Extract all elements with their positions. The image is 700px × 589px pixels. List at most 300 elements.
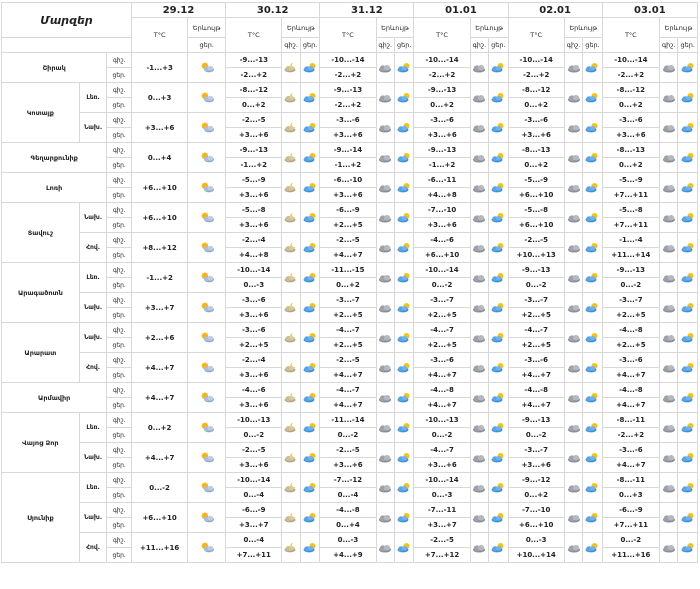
temp-cell: +4...+8	[226, 248, 282, 263]
cloudy-icon	[377, 182, 393, 193]
weather-cell	[188, 83, 226, 113]
temp-cell: +3...+6	[226, 368, 282, 383]
temp-cell: +6...+10	[131, 203, 187, 233]
temp-cell: -5...-9	[602, 173, 659, 188]
sunny-cloud-icon	[680, 482, 696, 493]
temp-cell: +3...+6	[226, 458, 282, 473]
sun-cloud-icon	[199, 392, 215, 403]
cloudy-icon	[661, 182, 677, 193]
date-header: 03.01	[602, 3, 697, 18]
partly-cloudy-moon-icon	[283, 62, 299, 73]
temp-cell: -1...+2	[131, 263, 187, 293]
weather-night-cell	[282, 113, 300, 143]
weather-night-cell	[282, 323, 300, 353]
sun-cloud-icon	[199, 452, 215, 463]
temp-cell: -2...-5	[414, 533, 470, 548]
sunny-cloud-icon	[680, 332, 696, 343]
weather-day-cell	[583, 293, 602, 323]
weather-day-cell	[678, 533, 698, 563]
sunny-cloud-icon	[396, 362, 412, 373]
weather-header: Երևույթ	[564, 18, 602, 38]
time-of-day: գիշ.	[107, 323, 132, 338]
weather-day-cell	[489, 83, 508, 113]
day-subheader: ցեր.	[489, 38, 508, 53]
temp-cell: 0...-2	[414, 428, 470, 443]
weather-night-cell	[564, 503, 582, 533]
temp-cell: 0...-4	[226, 488, 282, 503]
time-of-day: գիշ.	[107, 83, 132, 98]
temp-cell: -9...-13	[508, 413, 564, 428]
temp-cell: -4...-7	[320, 323, 376, 338]
date-header: 31.12	[320, 3, 414, 18]
partly-cloudy-moon-icon	[283, 512, 299, 523]
temp-cell: 0...+2	[131, 413, 187, 443]
weather-day-cell	[678, 443, 698, 473]
weather-day-cell	[394, 323, 413, 353]
temp-cell: -9...-13	[508, 263, 564, 278]
sunny-cloud-icon	[302, 272, 318, 283]
weather-night-cell	[282, 293, 300, 323]
weather-night-cell	[376, 503, 394, 533]
day-subheader: ցեր.	[300, 38, 319, 53]
weather-night-cell	[659, 323, 677, 353]
temp-cell: +4...+7	[320, 248, 376, 263]
sunny-cloud-icon	[396, 152, 412, 163]
temp-cell: -4...-8	[320, 503, 376, 518]
sunny-cloud-icon	[490, 422, 506, 433]
cloudy-icon	[661, 152, 677, 163]
cloudy-icon	[377, 452, 393, 463]
weather-header: Երևույթ	[282, 18, 320, 38]
weather-night-cell	[376, 533, 394, 563]
temp-cell: -9...-13	[414, 83, 470, 98]
sunny-cloud-icon	[302, 182, 318, 193]
weather-cell	[188, 443, 226, 473]
temp-cell: +3...+6	[508, 128, 564, 143]
temp-cell: +11...+14	[602, 248, 659, 263]
sunny-cloud-icon	[680, 182, 696, 193]
temp-cell: +3...+6	[226, 218, 282, 233]
temp-cell: +2...+5	[226, 338, 282, 353]
temp-cell: -1...+2	[414, 158, 470, 173]
cloudy-icon	[566, 242, 582, 253]
temp-cell: +3...+6	[226, 128, 282, 143]
weather-header: Երևույթ	[470, 18, 508, 38]
time-of-day: գիշ.	[107, 353, 132, 368]
weather-day-cell	[583, 353, 602, 383]
weather-day-cell	[583, 503, 602, 533]
region-name: Տավուշ	[2, 203, 80, 263]
temp-cell: +3...+7	[131, 293, 187, 323]
temp-cell: +2...+5	[602, 338, 659, 353]
cloudy-icon	[661, 62, 677, 73]
temp-cell: -9...-13	[226, 143, 282, 158]
time-of-day: ցեր.	[107, 98, 132, 113]
weather-cell	[188, 263, 226, 293]
sunny-cloud-icon	[584, 452, 600, 463]
sun-cloud-icon	[199, 242, 215, 253]
weather-night-cell	[659, 53, 677, 83]
partly-cloudy-moon-icon	[283, 122, 299, 133]
temp-cell: 0...+2	[508, 98, 564, 113]
temp-cell: -6...-9	[226, 503, 282, 518]
sunny-cloud-icon	[396, 182, 412, 193]
weather-night-cell	[659, 293, 677, 323]
cloudy-icon	[566, 392, 582, 403]
time-of-day: գիշ.	[107, 443, 132, 458]
weather-day-cell	[489, 143, 508, 173]
weather-night-cell	[282, 383, 300, 413]
temp-cell: 0...-2	[131, 473, 187, 503]
weather-night-cell	[376, 353, 394, 383]
time-of-day: գիշ.	[107, 203, 132, 218]
region-name: Արմավիր	[2, 383, 107, 413]
weather-day-cell	[394, 173, 413, 203]
cloudy-icon	[661, 332, 677, 343]
temp-cell: -3...-6	[508, 353, 564, 368]
temp-cell: +4...+7	[508, 398, 564, 413]
temp-cell: +4...+7	[131, 443, 187, 473]
region-name: Գեղարքունիք	[2, 143, 107, 173]
sunny-cloud-icon	[584, 242, 600, 253]
day-subheader: ցեր.	[678, 38, 698, 53]
cloudy-icon	[661, 212, 677, 223]
temp-cell: -11...-15	[320, 263, 376, 278]
temp-cell: +4...+7	[602, 458, 659, 473]
time-of-day: ցեր.	[107, 368, 132, 383]
weather-night-cell	[282, 503, 300, 533]
temp-cell: +3...+6	[226, 308, 282, 323]
sunny-cloud-icon	[396, 302, 412, 313]
cloudy-icon	[377, 92, 393, 103]
partly-cloudy-moon-icon	[283, 452, 299, 463]
temp-cell: -3...-6	[508, 113, 564, 128]
cloudy-icon	[471, 512, 487, 523]
weather-night-cell	[564, 83, 582, 113]
cloudy-icon	[661, 272, 677, 283]
temp-cell: +6...+10	[131, 173, 187, 203]
cloudy-icon	[661, 242, 677, 253]
cloudy-icon	[471, 452, 487, 463]
weather-day-cell	[300, 293, 319, 323]
temp-header: T°C	[320, 18, 376, 53]
sunny-cloud-icon	[396, 332, 412, 343]
weather-night-cell	[282, 173, 300, 203]
cloudy-icon	[471, 92, 487, 103]
weather-day-cell	[678, 143, 698, 173]
partly-cloudy-moon-icon	[283, 362, 299, 373]
weather-night-cell	[470, 203, 488, 233]
sunny-cloud-icon	[584, 362, 600, 373]
weather-day-cell	[489, 233, 508, 263]
cloudy-icon	[471, 362, 487, 373]
weather-day-cell	[678, 503, 698, 533]
time-of-day: ցեր.	[107, 218, 132, 233]
weather-day-cell	[583, 83, 602, 113]
temp-cell: -10...-14	[414, 53, 470, 68]
temp-cell: -2...+2	[602, 428, 659, 443]
temp-cell: +11...+16	[602, 548, 659, 563]
temp-cell: -3...-7	[414, 293, 470, 308]
time-of-day: գիշ.	[107, 173, 132, 188]
weather-night-cell	[470, 233, 488, 263]
weather-day-cell	[394, 413, 413, 443]
temp-cell: 0...-2	[508, 278, 564, 293]
date-header: 02.01	[508, 3, 602, 18]
sunny-cloud-icon	[396, 212, 412, 223]
temp-cell: -3...-6	[602, 353, 659, 368]
temp-cell: -4...-8	[602, 383, 659, 398]
temp-header: T°C	[508, 18, 564, 53]
region-name: Արարատ	[2, 323, 80, 383]
weather-day-cell	[394, 113, 413, 143]
time-of-day: գիշ.	[107, 473, 132, 488]
temp-cell: -2...-5	[508, 233, 564, 248]
night-subheader: գիշ.	[470, 38, 488, 53]
temp-cell: +10...+13	[508, 248, 564, 263]
temp-cell: -3...-7	[508, 293, 564, 308]
sunny-cloud-icon	[396, 242, 412, 253]
temp-cell: +6...+10	[414, 248, 470, 263]
temp-cell: -3...-6	[226, 323, 282, 338]
temp-cell: +2...+5	[414, 308, 470, 323]
cloudy-icon	[566, 62, 582, 73]
forecast-table	[1, 2, 698, 563]
temp-cell: -6...-9	[602, 503, 659, 518]
night-subheader: գիշ.	[376, 38, 394, 53]
cloudy-icon	[566, 422, 582, 433]
cloudy-icon	[661, 422, 677, 433]
temp-cell: -2...+2	[320, 98, 376, 113]
temp-cell: -4...-8	[508, 383, 564, 398]
time-of-day: գիշ.	[107, 533, 132, 548]
cloudy-icon	[471, 272, 487, 283]
sunny-cloud-icon	[302, 452, 318, 463]
time-of-day: ցեր.	[107, 518, 132, 533]
area-type: Հով.	[79, 233, 107, 263]
area-type: Լեռ.	[79, 413, 107, 443]
weather-night-cell	[564, 113, 582, 143]
weather-night-cell	[376, 53, 394, 83]
weather-day-cell	[300, 383, 319, 413]
weather-day-cell	[489, 323, 508, 353]
sun-cloud-icon	[199, 62, 215, 73]
temp-cell: -1...-4	[602, 233, 659, 248]
sunny-cloud-icon	[396, 542, 412, 553]
weather-day-cell	[583, 383, 602, 413]
weather-night-cell	[470, 383, 488, 413]
weather-day-cell	[300, 83, 319, 113]
cloudy-icon	[471, 62, 487, 73]
temp-cell: +2...+5	[508, 308, 564, 323]
partly-cloudy-moon-icon	[283, 392, 299, 403]
sunny-cloud-icon	[490, 152, 506, 163]
temp-cell: -2...-5	[320, 233, 376, 248]
temp-cell: 0...+4	[131, 143, 187, 173]
temp-cell: -4...-8	[414, 383, 470, 398]
temp-cell: -8...-13	[602, 143, 659, 158]
weather-day-cell	[583, 263, 602, 293]
weather-night-cell	[376, 143, 394, 173]
region-name: Սյունիք	[2, 473, 80, 563]
temp-cell: -5...-8	[602, 203, 659, 218]
weather-day-cell	[489, 533, 508, 563]
weather-night-cell	[564, 383, 582, 413]
temp-cell: +2...+5	[602, 308, 659, 323]
temp-cell: 0...-3	[508, 533, 564, 548]
temp-cell: +3...+6	[131, 113, 187, 143]
weather-day-cell	[394, 443, 413, 473]
temp-cell: -2...+2	[602, 68, 659, 83]
sunny-cloud-icon	[396, 92, 412, 103]
cloudy-icon	[566, 542, 582, 553]
temp-cell: -2...+2	[508, 68, 564, 83]
weather-night-cell	[282, 53, 300, 83]
weather-day-cell	[394, 53, 413, 83]
time-of-day: ցեր.	[107, 458, 132, 473]
partly-cloudy-moon-icon	[283, 242, 299, 253]
weather-day-cell	[394, 533, 413, 563]
sun-cloud-icon	[199, 182, 215, 193]
temp-cell: -8...-11	[602, 473, 659, 488]
night-subheader: գիշ.	[282, 38, 300, 53]
weather-day-cell	[489, 263, 508, 293]
region-name: Արագածոտն	[2, 263, 80, 323]
weather-night-cell	[282, 263, 300, 293]
sunny-cloud-icon	[302, 62, 318, 73]
temp-cell: -10...-14	[414, 263, 470, 278]
temp-cell: +8...+12	[131, 233, 187, 263]
cloudy-icon	[377, 302, 393, 313]
weather-day-cell	[678, 53, 698, 83]
cloudy-icon	[661, 482, 677, 493]
sunny-cloud-icon	[396, 452, 412, 463]
date-header: 30.12	[226, 3, 320, 18]
temp-cell: +2...+5	[320, 338, 376, 353]
temp-cell: +7...+11	[602, 218, 659, 233]
temp-cell: -8...-12	[602, 83, 659, 98]
sunny-cloud-icon	[680, 212, 696, 223]
temp-cell: -3...-7	[508, 443, 564, 458]
temp-cell: -1...+3	[131, 53, 187, 83]
weather-day-cell	[489, 353, 508, 383]
cloudy-icon	[377, 512, 393, 523]
area-type: Նախ.	[79, 113, 107, 143]
temp-cell: -9...-13	[602, 263, 659, 278]
cloudy-icon	[471, 482, 487, 493]
weather-night-cell	[659, 233, 677, 263]
weather-day-cell	[300, 503, 319, 533]
sunny-cloud-icon	[302, 92, 318, 103]
cloudy-icon	[661, 92, 677, 103]
weather-day-cell	[300, 113, 319, 143]
weather-night-cell	[564, 473, 582, 503]
weather-night-cell	[470, 53, 488, 83]
cloudy-icon	[566, 182, 582, 193]
temp-cell: 0...+3	[602, 488, 659, 503]
sunny-cloud-icon	[680, 512, 696, 523]
weather-cell	[188, 323, 226, 353]
weather-day-cell	[300, 323, 319, 353]
weather-day-cell	[583, 413, 602, 443]
weather-day-cell	[394, 233, 413, 263]
temp-cell: +2...+5	[508, 338, 564, 353]
weather-night-cell	[470, 83, 488, 113]
temp-cell: +4...+7	[131, 383, 187, 413]
sunny-cloud-icon	[584, 212, 600, 223]
weather-day-cell	[678, 83, 698, 113]
weather-night-cell	[282, 83, 300, 113]
temp-cell: -7...-11	[414, 503, 470, 518]
weather-night-cell	[564, 443, 582, 473]
temp-cell: 0...+2	[602, 158, 659, 173]
weather-night-cell	[564, 413, 582, 443]
sunny-cloud-icon	[680, 242, 696, 253]
temp-cell: 0...+2	[414, 98, 470, 113]
sunny-cloud-icon	[490, 272, 506, 283]
weather-cell	[188, 533, 226, 563]
weather-day-cell	[583, 113, 602, 143]
weather-night-cell	[659, 83, 677, 113]
weather-night-cell	[564, 173, 582, 203]
weather-cell	[188, 113, 226, 143]
temp-cell: +11...+16	[131, 533, 187, 563]
temp-cell: -11...-14	[320, 413, 376, 428]
temp-cell: -9...-13	[320, 83, 376, 98]
temp-cell: +3...+6	[320, 188, 376, 203]
weather-day-cell	[489, 203, 508, 233]
temp-cell: +3...+7	[414, 518, 470, 533]
temp-cell: -10...-13	[414, 413, 470, 428]
temp-cell: -2...-4	[226, 233, 282, 248]
sunny-cloud-icon	[302, 302, 318, 313]
weather-day-cell	[300, 143, 319, 173]
temp-cell: -9...-14	[320, 143, 376, 158]
weather-day-cell	[583, 473, 602, 503]
temp-cell: +3...+6	[414, 218, 470, 233]
cloudy-icon	[377, 272, 393, 283]
weather-night-cell	[470, 503, 488, 533]
sunny-cloud-icon	[490, 482, 506, 493]
temp-cell: -10...-14	[508, 53, 564, 68]
sunny-cloud-icon	[490, 512, 506, 523]
temp-cell: -4...-7	[414, 323, 470, 338]
header-spacer	[2, 38, 132, 53]
sunny-cloud-icon	[680, 362, 696, 373]
temp-cell: 0...-2	[414, 278, 470, 293]
weather-cell	[188, 473, 226, 503]
weather-header: Երևույթ	[659, 18, 697, 38]
weather-day-cell	[489, 173, 508, 203]
temp-cell: 0...+2	[320, 278, 376, 293]
sunny-cloud-icon	[680, 62, 696, 73]
weather-night-cell	[659, 113, 677, 143]
temp-header: T°C	[602, 18, 659, 53]
temp-cell: +4...+7	[414, 398, 470, 413]
cloudy-icon	[377, 122, 393, 133]
cloudy-icon	[566, 302, 582, 313]
cloudy-icon	[566, 452, 582, 463]
temp-cell: +6...+10	[508, 188, 564, 203]
region-name: Վայոց Ձոր	[2, 413, 80, 473]
temp-cell: -6...-11	[414, 173, 470, 188]
sunny-cloud-icon	[396, 62, 412, 73]
time-of-day: ցեր.	[107, 488, 132, 503]
temp-cell: +4...+7	[131, 353, 187, 383]
cloudy-icon	[471, 392, 487, 403]
sunny-cloud-icon	[302, 512, 318, 523]
date-header: 29.12	[131, 3, 225, 18]
